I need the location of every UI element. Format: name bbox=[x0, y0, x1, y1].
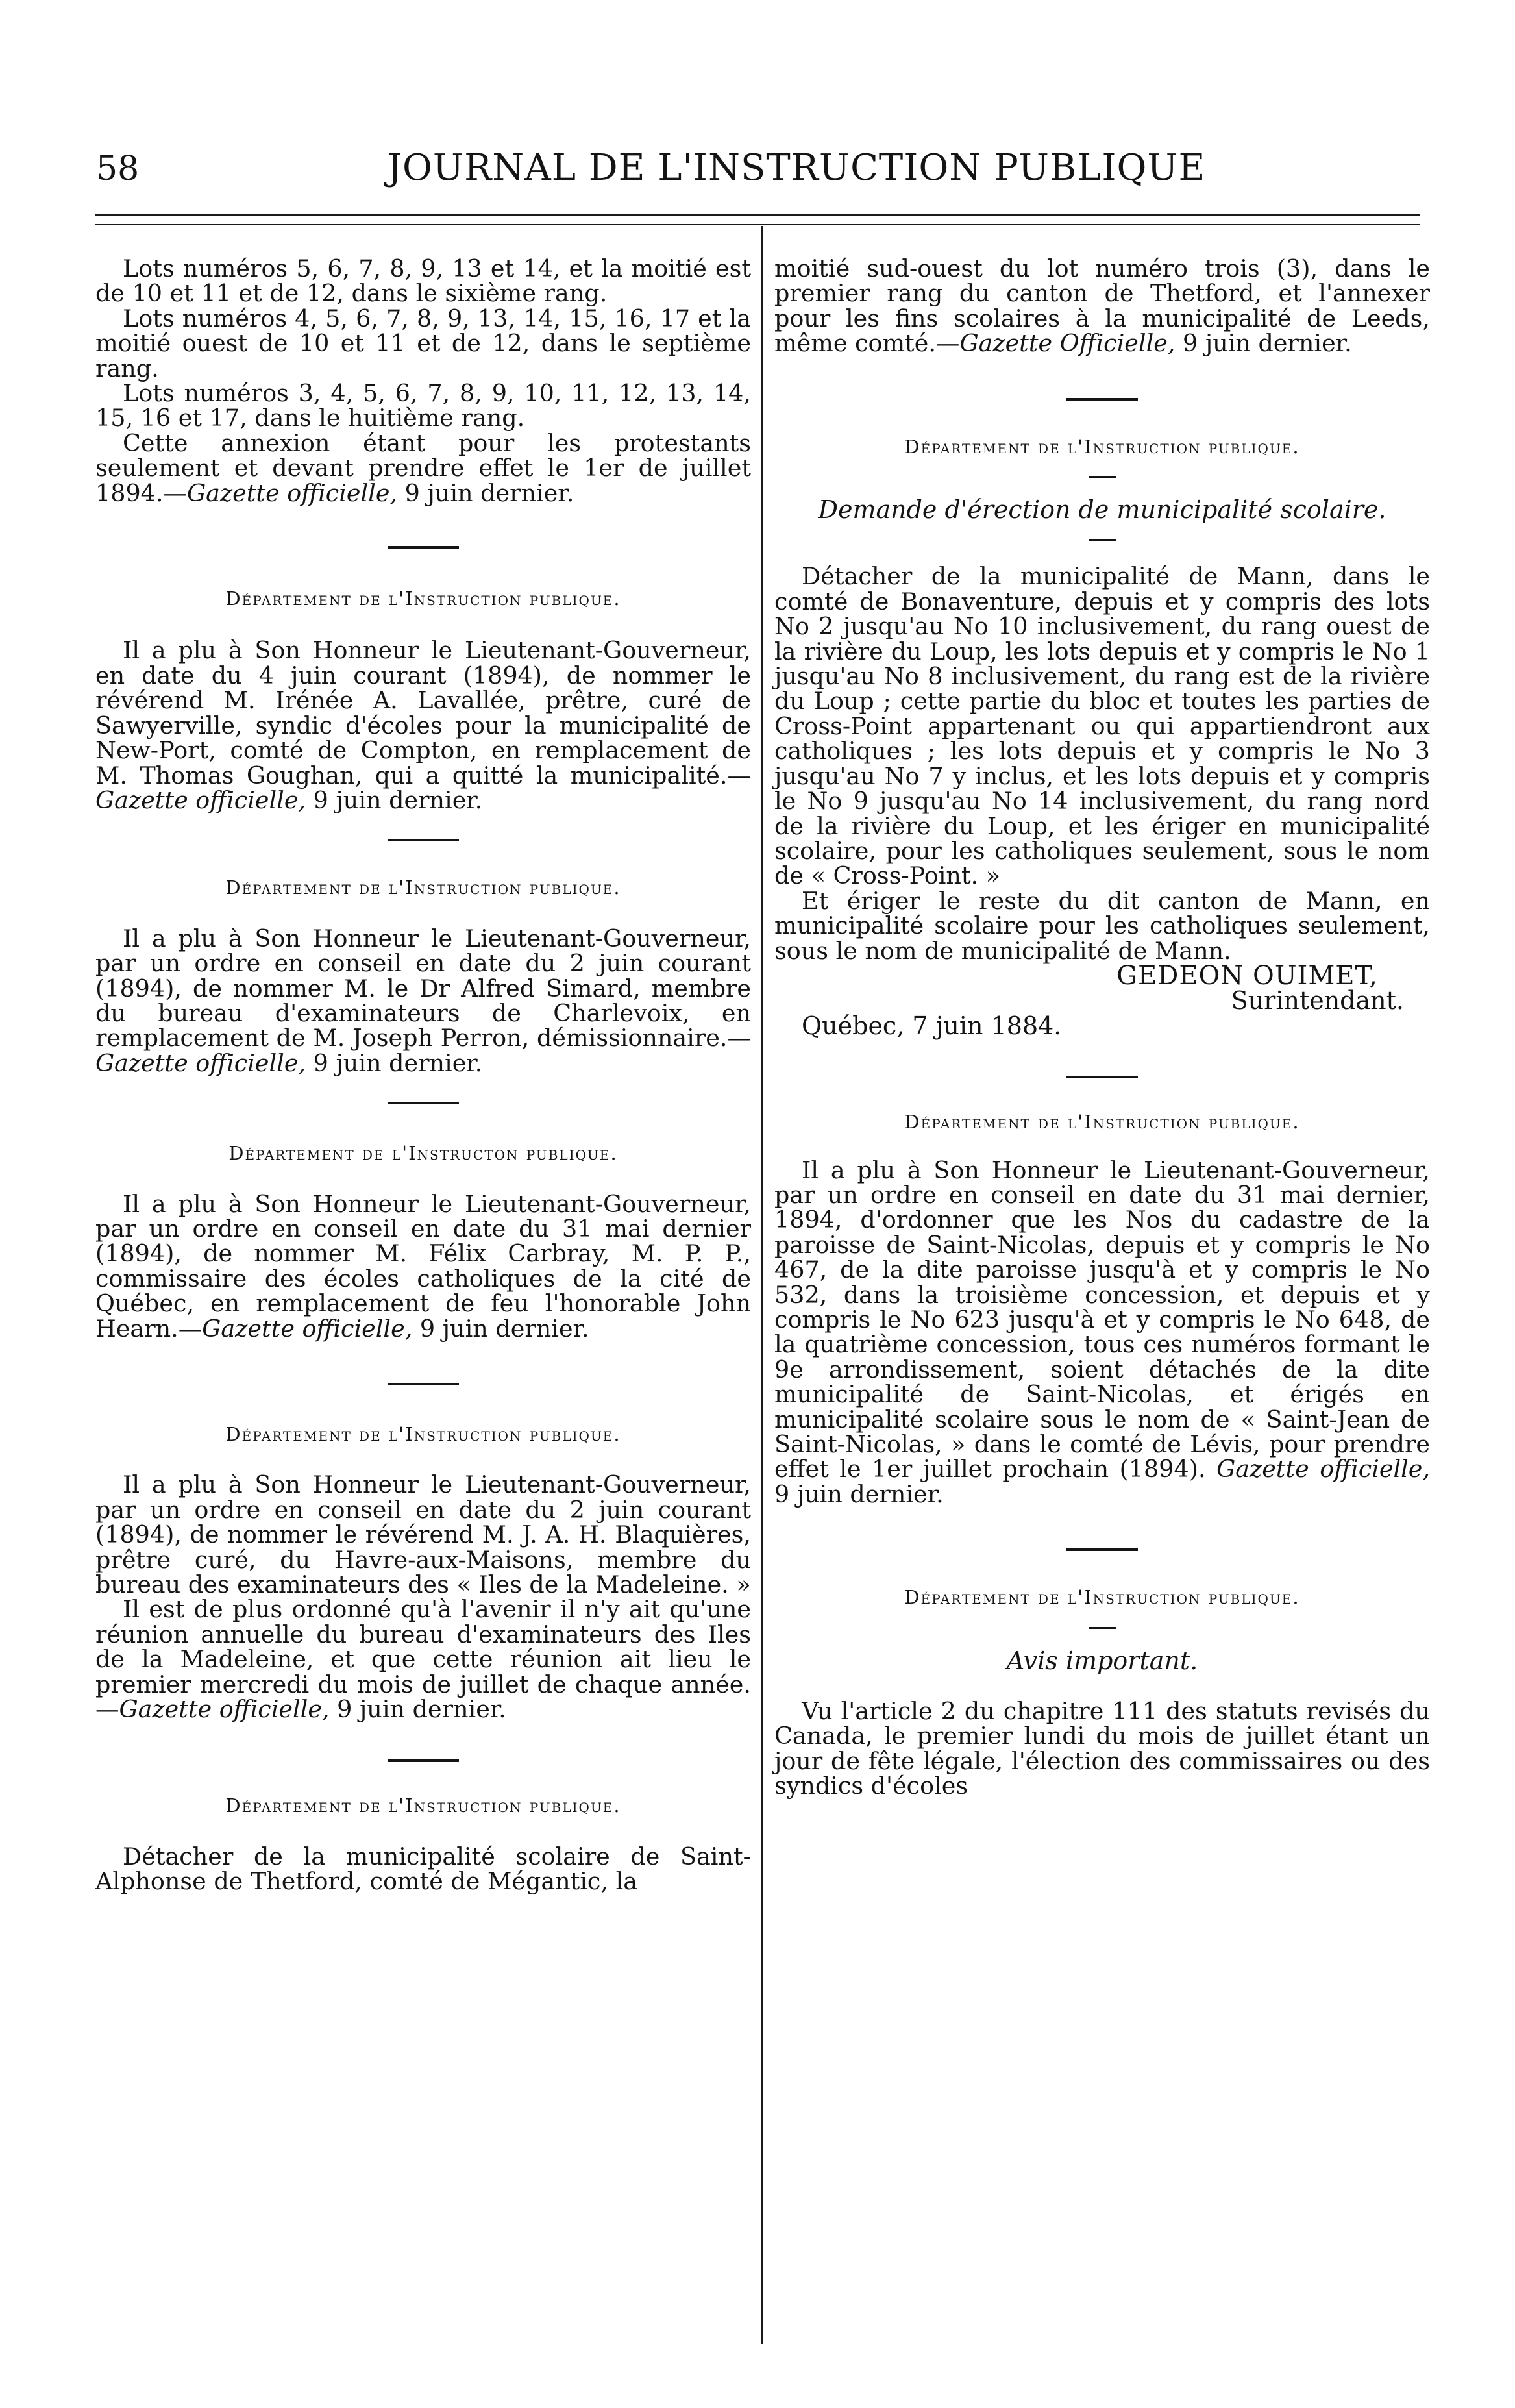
gazette-date: 9 juin dernier. bbox=[1175, 329, 1352, 358]
leeds-annexation-paragraph bbox=[774, 256, 1430, 356]
notice-saint-nicolas-text: Il a plu à Son Honneur le Lieutenant-Gouverneur, par un ordre en conseil en date du 31 mai dernier, 1894, d'ordonner que les Nos du cadastre de la paroisse de Saint-Nicolas, depuis et y compris le No 467, de la dite paroisse jusqu'à et y compris le No 532, dans la troisième concession, et depuis et y compris le No 623 jusqu'à et y compris le No 648, de la quatrième concession, tous ces numéros formant le 9e arrondissement, soient détachés de la dite municipalité de Saint-Nicolas, et érigés en municipalité scolaire sous le nom de « Saint-Jean de Saint-Nicolas, » dans le comté de Lévis, pour prendre effet le 1er juillet prochain (1894). bbox=[774, 1156, 1430, 1483]
notice-simard bbox=[95, 926, 751, 1076]
right-column bbox=[774, 256, 1430, 1799]
notice-lavallee bbox=[95, 638, 751, 813]
running-title: JOURNAL DE L'INSTRUCTION PUBLIQUE bbox=[387, 147, 1206, 189]
notice-madeleine-board bbox=[95, 1597, 751, 1722]
header-rule-bottom bbox=[95, 224, 1420, 225]
notice-carbray-text: Il a plu à Son Honneur le Lieutenant-Gouverneur, par un ordre en conseil en date du 31 mai dernier (1894), de nommer M. Félix Carbray, M. P. P., commissaire des écoles catholiques de la cité de Québec, en remplacement de feu l'honorable John Hearn.— bbox=[95, 1189, 751, 1343]
notice-simard-text: Il a plu à Son Honneur le Lieutenant-Gouverneur, par un ordre en conseil en date du 2 juin courant (1894), de nommer M. le Dr Alfred Simard, membre du bureau d'examinateurs de Charlevoix, en remplacement de M. Joseph Perron, démissionnaire.— bbox=[95, 924, 751, 1052]
gazette-source: Gazette officielle, bbox=[202, 1314, 413, 1343]
department-heading: Département de l'Instruction publique. bbox=[225, 1423, 621, 1445]
department-heading: Département de l'Instruction publique. bbox=[904, 435, 1300, 458]
gazette-date: 9 juin dernier. bbox=[774, 1480, 944, 1508]
column-divider bbox=[761, 226, 763, 2344]
annexation-text: Cette annexion étant pour les protestants seulement et devant prendre effet le 1er de juillet 1894.— bbox=[95, 428, 751, 507]
leeds-annexation-text: moitié sud-ouest du lot numéro trois (3), dans le premier rang du canton de Thetford, et l'annexer pour les fins scolaires à la municipalité de Leeds, même comté.— bbox=[774, 254, 1430, 358]
signature-title: Surintendant. bbox=[1231, 986, 1404, 1015]
lots-paragraph-sixth-rank: Lots numéros 5, 6, 7, 8, 9, 13 et 14, et la moitié est de 10 et 11 et de 12, dans le sixième rang. bbox=[95, 254, 751, 308]
gazette-date: 9 juin dernier. bbox=[397, 478, 574, 507]
gazette-source: Gazette officielle, bbox=[95, 786, 306, 814]
department-heading: Département de l'Instruction publique. bbox=[904, 1586, 1300, 1609]
signature-name: GEDEON OUIMET, bbox=[1116, 960, 1378, 991]
header-rule-top bbox=[95, 214, 1420, 216]
page-header bbox=[0, 130, 1515, 208]
page-number: 58 bbox=[96, 149, 140, 188]
gazette-source: Gazette officielle, bbox=[119, 1695, 330, 1724]
notice-carbray bbox=[95, 1189, 751, 1343]
lots-paragraph-seventh-rank: Lots numéros 4, 5, 6, 7, 8, 9, 13, 14, 15, 16, 17 et la moitié ouest de 10 et 11 et de 12, dans le septième rang. bbox=[95, 304, 751, 382]
notice-blaquieres: Il a plu à Son Honneur le Lieutenant-Gouverneur, par un ordre en conseil en date du 2 juin courant (1894), de nommer le révérend M. J. A. H. Blaquières, prêtre curé, du Havre-aux-Maisons, membre du bureau des examinateurs des « Iles de la Madeleine. » bbox=[95, 1471, 751, 1599]
notice-saint-nicolas bbox=[774, 1158, 1430, 1508]
department-heading: Département de l'Instruction publique. bbox=[225, 588, 621, 610]
gazette-source: Gazette Officielle, bbox=[959, 329, 1176, 358]
department-heading: Département de l'Instruction publique. bbox=[225, 1794, 621, 1817]
gazette-source: Gazette officielle, bbox=[1216, 1455, 1431, 1483]
department-heading: Département de l'Instruction publique. bbox=[904, 1111, 1300, 1134]
notice-subtitle: Avis important. bbox=[1006, 1646, 1198, 1675]
notice-madeleine-text: Il est de plus ordonné qu'à l'avenir il n'y ait qu'une réunion annuelle du bureau d'examinateurs des Iles de la Madeleine, et que cette réunion ait lieu le premier mercredi du mois de juillet de chaque année.— bbox=[95, 1595, 751, 1724]
gazette-date: 9 juin dernier. bbox=[306, 786, 483, 814]
gazette-date: 9 juin dernier. bbox=[329, 1695, 506, 1724]
notice-subtitle: Demande d'érection de municipalité scolaire. bbox=[818, 495, 1386, 525]
gazette-date: 9 juin dernier. bbox=[412, 1314, 589, 1343]
department-heading: Département de l'Instructon publique. bbox=[228, 1142, 618, 1165]
lots-paragraph-eighth-rank: Lots numéros 3, 4, 5, 6, 7, 8, 9, 10, 11, 12, 13, 14, 15, 16 et 17, dans le huitième rang. bbox=[95, 379, 751, 432]
elections-notice-paragraph: Vu l'article 2 du chapitre 111 des statuts revisés du Canada, le premier lundi du mois de juillet étant un jour de fête légale, l'élection des commissaires ou des syndics d'écoles bbox=[774, 1697, 1430, 1800]
left-column bbox=[95, 256, 751, 1894]
gazette-source: Gazette officielle, bbox=[95, 1049, 306, 1077]
notice-thetford-detach: Détacher de la municipalité scolaire de Saint-Alphonse de Thetford, comté de Mégantic, la bbox=[95, 1842, 751, 1896]
annexation-paragraph bbox=[95, 428, 751, 507]
department-heading: Département de l'Instruction publique. bbox=[225, 876, 621, 899]
mann-detach-paragraph: Détacher de la municipalité de Mann, dans le comté de Bonaventure, depuis et y compris des lots No 2 jusqu'au No 10 inclusivement, du rang ouest de la rivière du Loup, les lots depuis et y compris le No 1 jusqu'au No 8 inclusivement, du rang est de la rivière du Loup ; cette partie du bloc et toutes les parties de Cross-Point appartenant ou qui appartiendront aux catholiques ; les lots depuis et y compris le No 3 jusqu'au No 7 y inclus, et les lots depuis et y compris le No 9 jusqu'au No 14 inclusivement, du rang nord de la rivière du Loup, et les ériger en municipalité scolaire, pour les catholiques seulement, sous le nom de « Cross-Point. » bbox=[774, 562, 1430, 890]
dateline: Québec, 7 juin 1884. bbox=[802, 1011, 1062, 1040]
notice-lavallee-text: Il a plu à Son Honneur le Lieutenant-Gouverneur, en date du 4 juin courant (1894), de nommer le révérend M. Irénée A. Lavallée, prêtre, curé de Sawyerville, syndic d'écoles pour la municipalité de New-Port, comté de Compton, en remplacement de M. Thomas Goughan, qui a quitté la municipalité.— bbox=[95, 636, 751, 789]
gazette-source: Gazette officielle, bbox=[187, 478, 398, 507]
mann-erect-paragraph: Et ériger le reste du dit canton de Mann, en municipalité scolaire pour les catholiques seulement, sous le nom de municipalité de Mann. bbox=[774, 886, 1430, 965]
gazette-date: 9 juin dernier. bbox=[306, 1049, 483, 1077]
